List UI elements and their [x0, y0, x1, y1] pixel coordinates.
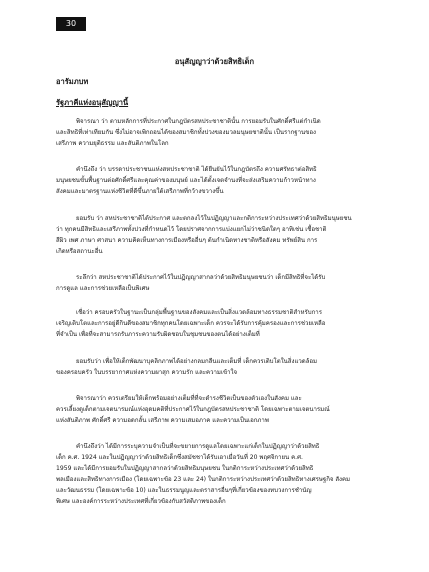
- paragraph-bearing-in-mind-need: คำนึงถึงว่า ได้มีการระบุความจำเป็นที่จะขยายการดูแลโดยเฉพาะแก่เด็กในปฏิญญาว่าด้วยสิทธิ เด็ก ค.ศ. 1924 และในปฏิญญาว่าด้วยสิทธิเด็กซึ่งสมัชชาได้รับเอาเมื่อวันที่ 20 พฤศจิกายน ค.ศ. 1959 และได้มีการยอมรับในปฏิญญาสากลว่าด้วยสิทธิมนุษยชน ในกติการะหว่างประเทศว่าด้วยสิทธิ พลเมืองและสิทธิทางการเมือง (โดยเฉพาะข้อ 23 และ 24) ในกติการะหว่างประเทศว่าด้วยสิทธิทางเศรษฐกิจ สังคม และวัฒนธรรม (โดยเฉพาะข้อ 10) และในธรรมนูญและตราสารอื่นๆที่เกี่ยวข้องของทบวงการชำนัญ พิเศษ และองค์การระหว่างประเทศที่เกี่ยวข้องกับสวัสดิภาพของเด็ก: [56, 443, 351, 505]
- states-parties-heading: รัฐภาคีแห่งอนุสัญญานี้: [56, 98, 129, 107]
- paragraph-recalling: ระลึกว่า สหประชาชาติได้ประกาศไว้ในปฏิญญาสากลว่าด้วยสิทธิมนุษยชนว่า เด็กมีสิทธิที่จะได้รับ การดูแล และการช่วยเหลือเป็นพิเศษ: [56, 274, 326, 292]
- paragraph-recognizing: ยอมรับ ว่า สหประชาชาติได้ประกาศ และตกลงไว้ในปฏิญญาและกติการะหว่างประเทศว่าด้วยสิทธิมนุษยชน ว่า ทุกคนมีสิทธิและเสรีภาพทั้งปวงที่กำหนดไว้ โดยปราศจากการแบ่งแยกไม่ว่าชนิดใดๆ อาทิเช่น เชื้อชาติ สีผิว เพศ ภาษา ศาสนา ความคิดเห็นทางการเมืองหรืออื่นๆ ต้นกำเนิดทางชาติหรือสังคม ทรัพย์สิน การ เกิดหรือสถานะอื่น: [56, 215, 352, 255]
- paragraph-considering: พิจารณา ว่า ตามหลักการที่ประกาศในกฎบัตรสหประชาชาตินั้น การยอมรับในศักดิ์ศรีแต่กำเนิด และสิทธิที่เท่าเทียมกัน ซึ่งไม่อาจเพิกถอนได้ของสมาชิกทั้งปวงของมวลมนุษยชาตินั้น เป็นรากฐานของ เสรีภาพ ความยุติธรรม และสันติภาพในโลก: [56, 118, 321, 147]
- paragraph-convinced: เชื่อว่า ครอบครัวในฐานะเป็นกลุ่มพื้นฐานของสังคมและเป็นสิ่งแวดล้อมทางธรรมชาติสำหรับการ เจริญเติบโตและการอยู่ดีกินดีของสมาชิกทุกคนโดยเฉพาะเด็ก ควรจะได้รับการคุ้มครองและการช่วยเหลือ ที่จำเป็น เพื่อที่จะสามารถรับภาระความรับผิดชอบในชุมชนของตนได้อย่างเต็มที่: [56, 309, 326, 338]
- document-title: อนุสัญญาว่าด้วยสิทธิเด็ก: [174, 57, 255, 66]
- page-number-badge: 30: [56, 17, 86, 31]
- paragraph-bearing-in-mind: คำนึงถึง ว่า บรรดาประชาชนแห่งสหประชาชาติ ได้ยืนยันไว้ในกฎบัตรถึง ความศรัทธาต่อสิทธิ มนุษยชนขั้นพื้นฐานต่อศักดิ์ศรีและคุณค่าของมนุษย์ และได้ตั้งเจตจำนงที่จะส่งเสริมความก้าวหน้าทาง สังคมและมาตรฐานแห่งชีวิตที่ดีขึ้นภายใต้เสรีภาพที่กว้างขวางขึ้น: [56, 166, 317, 195]
- preamble-heading: อารัมภบท: [56, 77, 89, 86]
- paragraph-considering-prepared: พิจารณาว่า ควรเตรียมให้เด็กพร้อมอย่างเต็มที่ที่จะดำรงชีวิตเป็นของตัวเองในสังคม และ ควรเลี้ยงดูเด็กตามเจตนารมณ์แห่งอุดมคติที่ประกาศไว้ในกฎบัตรสหประชาชาติ โดยเฉพาะตามเจตนารมณ์ แห่งสันติภาพ ศักดิ์ศรี ความอดกลั้น เสรีภาพ ความเสมอภาค และความเป็นเอกภาพ: [56, 395, 330, 424]
- paragraph-recognizing-family: ยอมรับว่า เพื่อให้เด็กพัฒนาบุคลิกภาพได้อย่างกลมกลืนและเต็มที่ เด็กควรเติบโตในสิ่งแวดล้อม ของครอบครัว ในบรรยากาศแห่งความผาสุก ความรัก และความเข้าใจ: [56, 358, 318, 376]
